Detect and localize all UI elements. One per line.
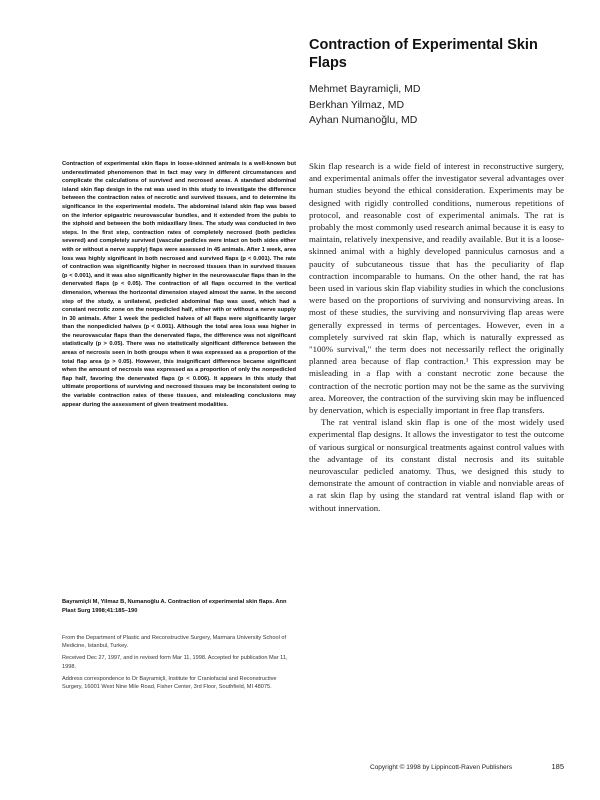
page-footer bbox=[370, 762, 564, 771]
author-list bbox=[309, 82, 559, 129]
body-paragraph: Skin flap research is a wide field of interest in reconstructive surgery, and experimental animals offer the investigator several advantages over human studies beyond the ethical consideration. Experiments may be designed with rigidly controlled conditions, numerous repetitions of protocol, and reasonable cost of experimental animals. The rat is probably the most commonly used research animal because it is easy to maintain, relatively inexpensive, and readily available. But it is a loose-skinned animal with a highly developed panniculus carnosus and a paucity of subcutaneous tissue that has the peculiarity of flap contraction incomparable to humans. On the other hand, the rat has been used in various skin flap viability studies in which the conclusions were based on the proportions of surviving and nonsurviving areas. In most of these studies, the surviving and nonsurviving flap areas were generally expressed in terms of percentages. However, even in a completely survived rat skin flap, which is naturally expressed as "100% survival," the term does not necessarily reflect the originally planned area because of flap contraction.¹ This expression may be misleading in a flap with a constant necrotic zone because the contraction of the necrotic portion may not be the same as the surviving area. Moreover, the contraction of the surviving skin may be influenced by denervation, which is especially important in free flap transfers. bbox=[309, 161, 564, 416]
footnotes bbox=[62, 634, 296, 695]
body-text bbox=[309, 160, 564, 514]
correspondence-note: Address correspondence to Dr Bayramiçli, Institute for Craniofacial and Reconstructive Surgery, 16001 West Nine Mile Road, Fisher Center, 3rd Floor, Southfield, MI 48075. bbox=[62, 675, 277, 691]
author-name: Berkhan Yilmaz, MD bbox=[309, 98, 405, 111]
citation: Bayramiçli M, Yilmaz B, Numanoğlu A. Contraction of experimental skin flaps. Ann Plast Surg 1998;41:185–190 bbox=[62, 599, 287, 614]
received-note: Received Dec 27, 1997, and in revised form Mar 11, 1998. Accepted for publication Mar 11, 1998. bbox=[62, 655, 288, 670]
body-paragraph: The rat ventral island skin flap is one of the most widely used experimental flap designs. It allows the investigator to test the outcome of various surgical or nonsurgical treatments against control values with the advantage of its constant distal necrosis and its suitable neurovascular pedicled anatomy. Thus, we designed this study to demonstrate the amount of contraction in viable and nonviable areas of a rat skin flap by using the standard rat ventral island flap with or without innervation. bbox=[309, 417, 564, 513]
page-number: 185 bbox=[551, 762, 564, 771]
author-name: Ayhan Numanoğlu, MD bbox=[309, 114, 418, 126]
article-title: Contraction of Experimental Skin Flaps bbox=[309, 37, 538, 71]
affiliation-note: From the Department of Plastic and Reconstructive Surgery, Marmara University School of Medicine, Istanbul, Turkey. bbox=[62, 635, 287, 650]
author-name: Mehmet Bayramiçli, MD bbox=[309, 83, 421, 95]
copyright-notice: Copyright © 1998 by Lippincott-Raven Publishers bbox=[370, 764, 513, 771]
abstract: Contraction of experimental skin flaps in loose-skinned animals is a well-known but underestimated phenomenon that in fact may vary in different circumstances and complicate the calculations of survived and necrosed areas. A standard abdominal island skin flap design in the rat was used in this study to investigate the difference between the contraction rates of necrotic and survived tissues, and to determine its significance in the experimental models. The abdominal island skin flap was based on the inferior epigastric neurovascular bundles, and it extended from the pubis to the xiphoid and between the both midaxillary lines. The study was conducted in two steps. In the first step, contraction rates of completely necrosed (both pedicles severed) and completely survived (vascular pedicles were intact on both sides either with or without a nerve supply) flaps were assessed in 45 animals. After 1 week, area loss was highly significant in both necrosed and survived flaps (p < 0.001). The rate of contraction was significantly higher in necrosed tissues than in survived tissues (p < 0.001), and it was also significantly higher in the neurovascular flaps than in the denervated flaps (p < 0.05). The contraction of all flaps occurred in the vertical dimension, whereas the horizontal dimension stayed almost the same. In the second step of the study, a unilateral, pedicled abdominal flap was used, which had a constant necrotic zone on the nonpedicled half, either with or without a nerve supply in 30 animals. After 1 week the pedicled halves of all flaps were significantly larger than the nonpedicled halves (p < 0.001). Although the total area loss was higher in the neurovascular flaps than the denervated flaps, the difference was not significant statistically (p > 0.05). There was no statistically significant difference between the areas of necrosis seen in both groups when it was expressed as a proportion of the total flap area (p > 0.05). However, this insignificant difference became significant when the amount of necrosis was expressed as a proportion of only the nonpedicled flap half, favoring the denervated flaps (p < 0.006). It appears in this study that ultimate proportions of surviving and necrosed tissues may be inconsistent owing to the variable contraction rates of these tissues, and misleading conclusions may appear during the assessment of given treatment modalities. bbox=[62, 161, 296, 408]
